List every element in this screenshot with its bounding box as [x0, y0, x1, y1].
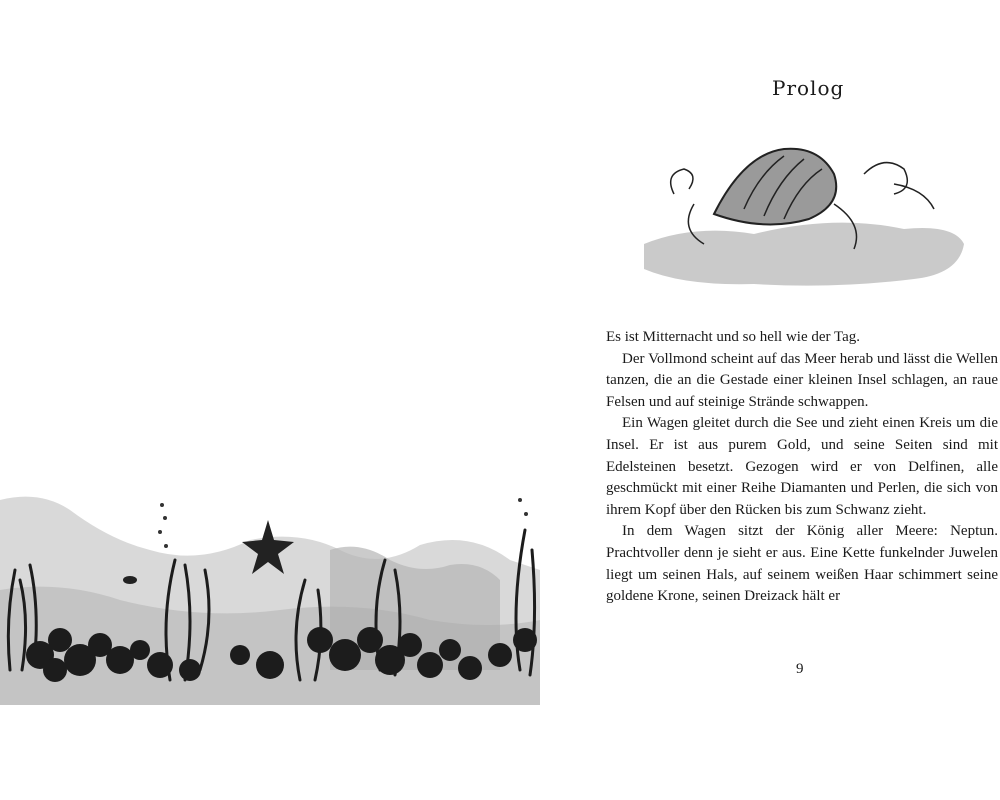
- page-number: 9: [796, 661, 804, 677]
- paragraph-1: Es ist Mitternacht und so hell wie der Tag.: [606, 329, 861, 345]
- right-page: [560, 0, 1000, 800]
- paragraph-2: Der Vollmond scheint auf das Meer herab und lässt die Wellen tanzen, die an die Gestade einer kleinen Insel schlagen, an raue Felsen und auf steinige Strände schwappen.: [606, 350, 998, 410]
- seabed-illustration: [0, 470, 540, 710]
- body-text: [606, 327, 998, 608]
- paragraph-4: In dem Wagen sitzt der König aller Meere: Neptun. Prachtvoller denn je sieht er aus. Eine Kette funkelnder Juwelen liegt um seinen Hals, auf seinem weißen Haar schimmert seine goldene Krone, seinen Dreizack hält er: [606, 523, 998, 605]
- shell-illustration: [634, 134, 970, 294]
- chapter-title: Prolog: [772, 76, 845, 100]
- paragraph-3: Ein Wagen gleitet durch die See und zieht einen Kreis um die Insel. Er ist aus purem Gold, und seine Seiten sind mit Edelsteinen besetzt. Gezogen wird er von Delfinen, alle geschmückt mit einer Reihe Diamanten und Perlen, die sich von ihrem Kopf über den Rücken bis zum Schwanz zieht.: [606, 415, 998, 518]
